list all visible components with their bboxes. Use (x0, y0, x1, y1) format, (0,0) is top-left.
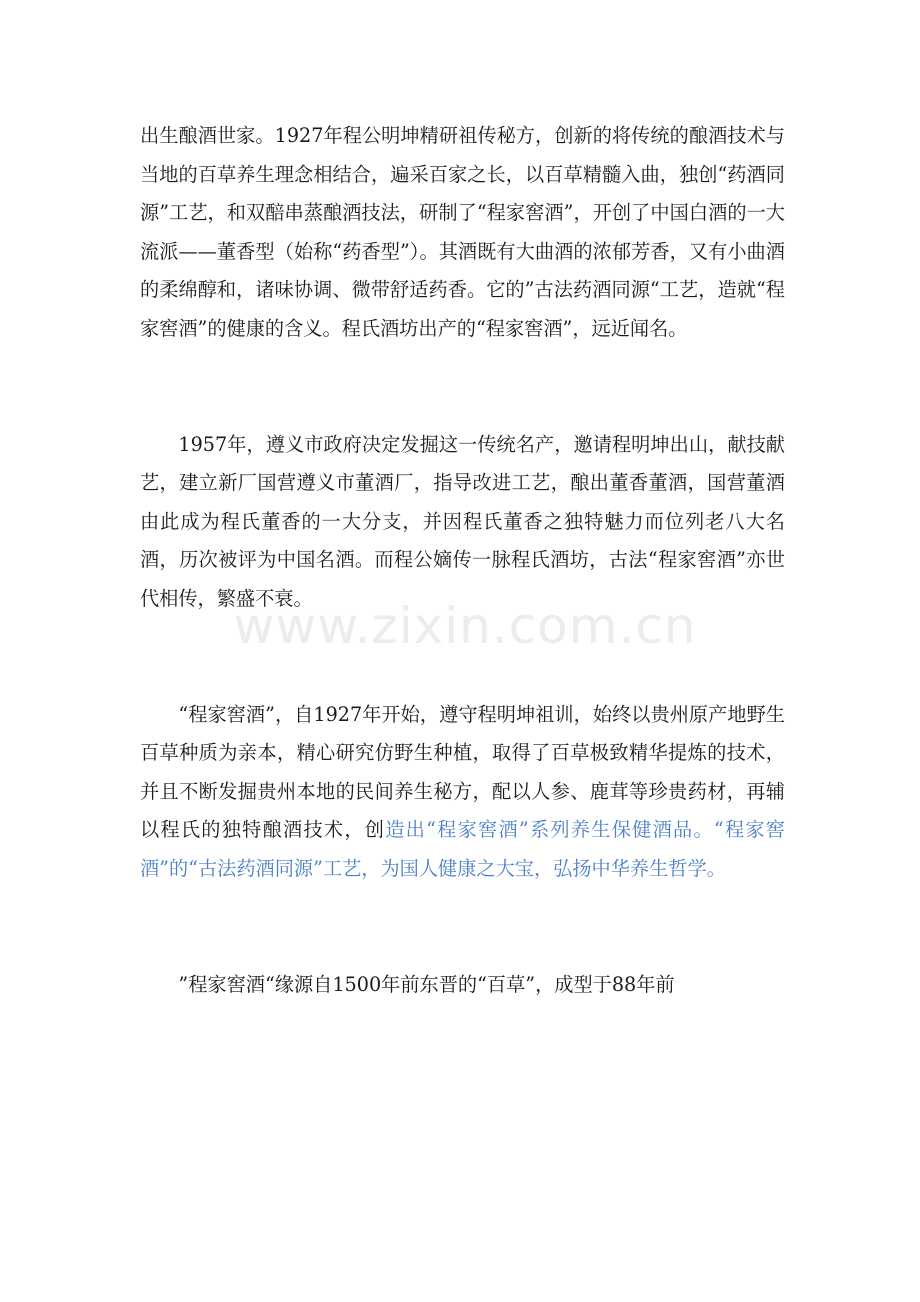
paragraph-3-text: “程家窖酒”，自1927年开始，遵守程明坤祖训，始终以贵州原产地野生百草种质为亲本，精心研究仿野生种植，取得了百草极致精华提炼的技术，并且不断发掘贵州本地的民间养生秘方，配以人参、鹿茸等珍贵药材，再辅以程氏的独特酿酒技术，创 (140, 702, 785, 842)
paragraph-3-link[interactable]: 造出“程家窖酒”系列养生保健酒品。“程家窖酒”的“古法药酒同源”工艺，为国人健康之大宝，弘扬中华养生哲学。 (140, 818, 785, 880)
watermark: www.zixin.com.cn (233, 597, 697, 655)
paragraph-2: 1957年，遵义市政府决定发掘这一传统名产，邀请程明坤出山，献技献艺，建立新厂国营遵义市董酒厂，指导改进工艺，酿出董香董酒，国营董酒由此成为程氏董香的一大分支，并因程氏董香之独特魅力而位列老八大名酒，历次被评为中国名酒。而程公嫡传一脉程氏酒坊，古法“程家窖酒”亦世代相传，繁盛不衰。 (140, 432, 785, 610)
paragraph-3 (140, 696, 785, 889)
paragraph-1: 出生酿酒世家。1927年程公明坤精研祖传秘方，创新的将传统的酿酒技术与当地的百草养生理念相结合，遍采百家之长，以百草精髓入曲，独创“药酒同源”工艺，和双醅串蒸酿酒技法，研制了“程家窖酒”，开创了中国白酒的一大流派——董香型（始称“药香型”）。其酒既有大曲酒的浓郁芳香，又有小曲酒的柔绵醇和，诸味协调、微带舒适药香。它的”古法药酒同源“工艺，造就“程家窖酒”的健康的含义。程氏酒坊出产的“程家窖酒”，远近闻名。 (140, 124, 785, 340)
document-body (140, 117, 785, 1004)
paragraph-4: ”程家窖酒“缘源自1500年前东晋的“百草”，成型于88年前 (178, 972, 675, 996)
